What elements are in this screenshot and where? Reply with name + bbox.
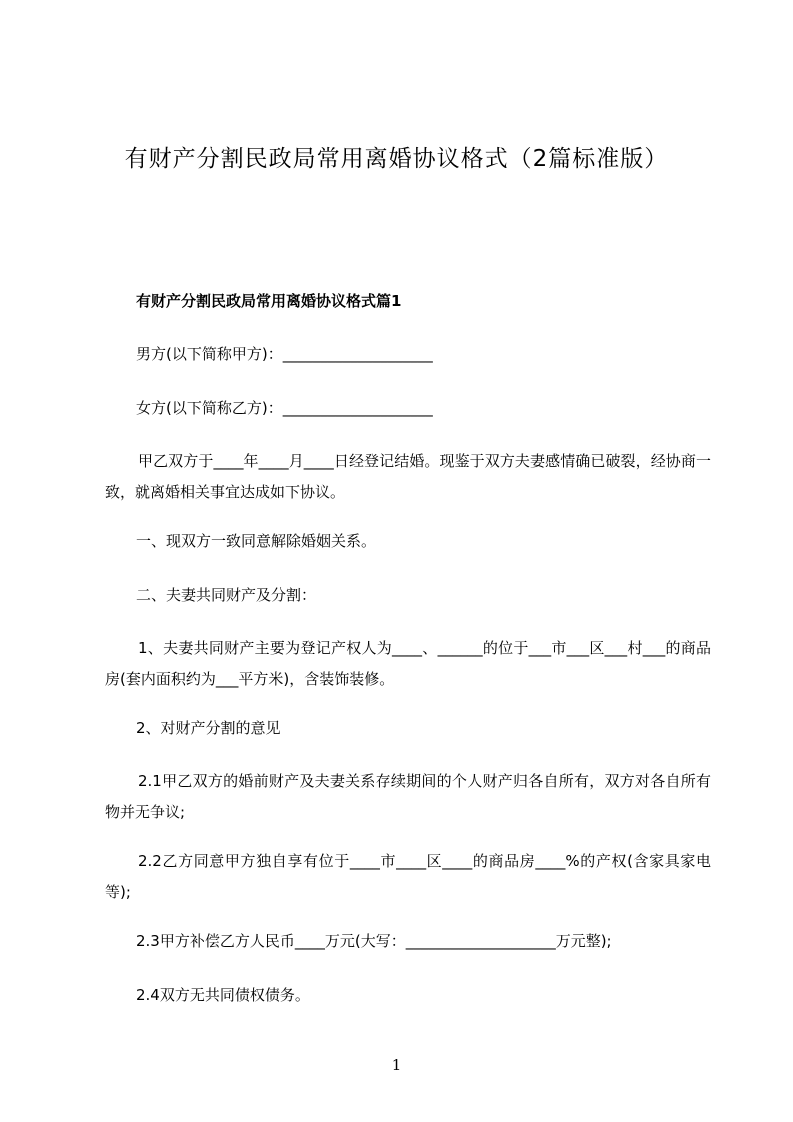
clause-2-2-heading: 2、对财产分割的意见 xyxy=(136,719,281,737)
clause-1: 一、现双方一致同意解除婚姻关系。 xyxy=(136,532,377,550)
document-title: 有财产分割民政局常用离婚协议格式（2篇标准版） xyxy=(124,146,669,172)
clause-2-1: 1、夫妻共同财产主要为登记产权人为____、______的位于___市___区___村___的商品房(套内面积约为___平方米)，含装饰装修。 xyxy=(105,639,711,688)
female-party-line: 女方(以下简称乙方)：____________________ xyxy=(136,399,433,417)
page-number: 1 xyxy=(391,1056,402,1074)
clause-2-2-2: 2.2乙方同意甲方独自享有位于____市____区____的商品房____%的产权(含家具家电等); xyxy=(105,852,711,901)
clause-2-2-4: 2.4双方无共同债权债务。 xyxy=(136,986,310,1004)
male-party-line: 男方(以下简称甲方)：____________________ xyxy=(136,345,433,363)
clause-2-2-1: 2.1甲乙双方的婚前财产及夫妻关系存续期间的个人财产归各自所有，双方对各自所有物并无争议; xyxy=(105,772,711,821)
intro-paragraph: 甲乙双方于____年____月____日经登记结婚。现鉴于双方夫妻感情确已破裂，经协商一致，就离婚相关事宜达成如下协议。 xyxy=(105,452,711,501)
clause-2-2-3: 2.3甲方补偿乙方人民币____万元(大写：____________________万元整); xyxy=(136,932,612,950)
section-title: 有财产分割民政局常用离婚协议格式篇1 xyxy=(136,292,402,310)
clause-2-heading: 二、夫妻共同财产及分割： xyxy=(136,586,317,604)
